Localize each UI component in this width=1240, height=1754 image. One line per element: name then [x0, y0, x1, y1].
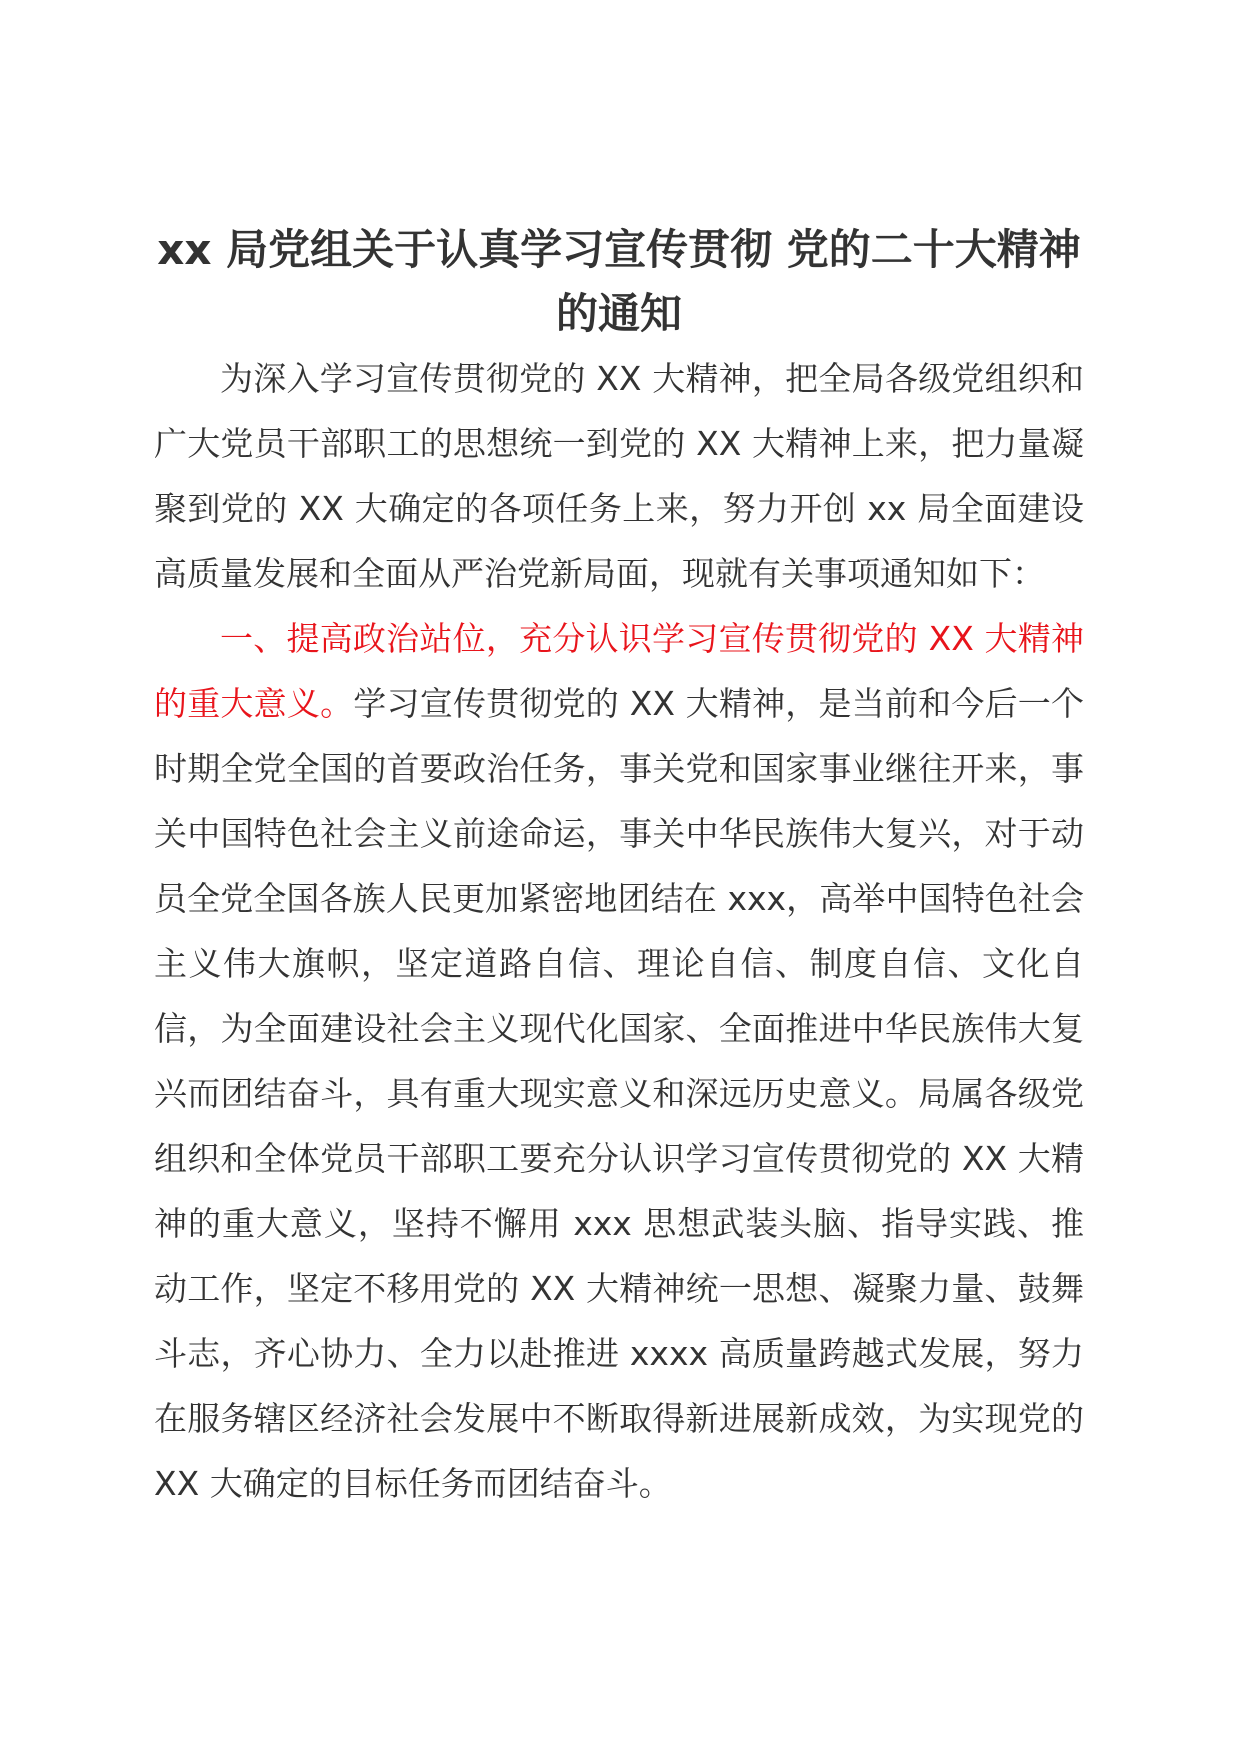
section-1-paragraph	[154, 606, 1084, 1516]
intro-paragraph: 为深入学习宣传贯彻党的 XX 大精神，把全局各级党组织和广大党员干部职工的思想统一到党的 XX 大精神上来，把力量凝聚到党的 XX 大确定的各项任务上来，努力开创 xx 局全面建设高质量发展和全面从严治党新局面，现就有关事项通知如下：	[154, 359, 1084, 593]
document-title: xx 局党组关于认真学习宣传贯彻 党的二十大精神的通知	[157, 225, 1081, 338]
section-1-body: 学习宣传贯彻党的 XX 大精神，是当前和今后一个时期全党全国的首要政治任务，事关党和国家事业继往开来，事关中国特色社会主义前途命运，事关中华民族伟大复兴，对于动员全党全国各族人民更加紧密地团结在 xxx，高举中国特色社会主义伟大旗帜，坚定道路自信、理论自信、制度自信、文化自信，为全面建设社会主义现代化国家、全面推进中华民族伟大复兴而团结奋斗，具有重大现实意义和深远历史意义。局属各级党组织和全体党员干部职工要充分认识学习宣传贯彻党的 XX 大精神的重大意义，坚持不懈用 xxx 思想武装头脑、指导实践、推动工作，坚定不移用党的 XX 大精神统一思想、凝聚力量、鼓舞斗志，齐心协力、全力以赴推进 xxxx 高质量跨越式发展，努力在服务辖区经济社会发展中不断取得新进展新成效，为实现党的 XX 大确定的目标任务而团结奋斗。	[154, 684, 1084, 1503]
section-1-heading: 一、提高政治站位，充分认识学习宣传贯彻党的 XX 大精神的重大意义。	[154, 619, 1084, 723]
document-page	[154, 218, 1084, 1516]
